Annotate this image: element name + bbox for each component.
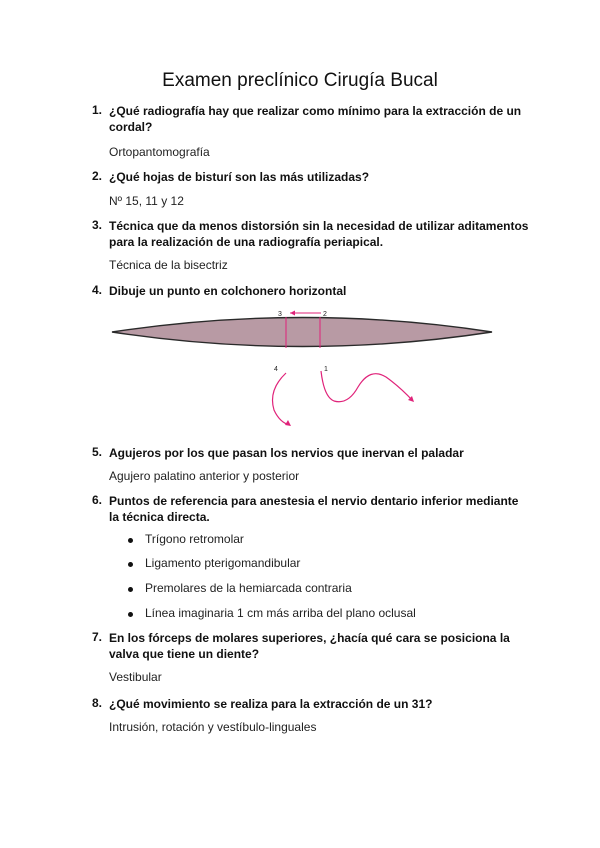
question-text: ¿Qué movimiento se realiza para la extracción de un 31? xyxy=(109,697,433,711)
arrow-2-to-3-head xyxy=(290,311,295,316)
question-text: Dibuje un punto en colchonero horizontal xyxy=(109,284,347,298)
question-text: Técnica que da menos distorsión sin la necesidad de utilizar aditamentos para la realización de una radiografía periapical. xyxy=(109,219,529,249)
question-number: 2. xyxy=(92,169,103,183)
question-number: 3. xyxy=(92,218,103,232)
label-4: 4 xyxy=(274,366,278,373)
question-text: Puntos de referencia para anestesia el nervio dentario inferior mediante la técnica directa. xyxy=(109,494,519,524)
label-3: 3 xyxy=(278,311,282,318)
page-title: Examen preclínico Cirugía Bucal xyxy=(162,70,438,91)
suture-diagram xyxy=(108,305,498,435)
answer-text: Nº 15, 11 y 12 xyxy=(109,194,184,208)
list-item: Premolares de la hemiarcada contraria xyxy=(145,581,352,595)
answer-text: Técnica de la bisectriz xyxy=(109,258,228,272)
answer-text: Intrusión, rotación y vestíbulo-linguales xyxy=(109,720,317,734)
arrow-4-curve xyxy=(273,373,291,425)
list-item: Línea imaginaria 1 cm más arriba del plano oclusal xyxy=(145,606,416,620)
bullet-dot xyxy=(128,538,133,543)
question-number: 7. xyxy=(92,630,103,644)
question-number: 5. xyxy=(92,445,103,459)
question-text: ¿Qué hojas de bisturí son las más utilizadas? xyxy=(109,170,370,184)
label-1: 1 xyxy=(324,366,328,373)
question-number: 1. xyxy=(92,103,103,117)
answer-text: Vestibular xyxy=(109,670,162,684)
arrow-1-curve xyxy=(321,371,413,402)
bullet-dot xyxy=(128,587,133,592)
question-number: 6. xyxy=(92,493,103,507)
question-text: En los fórceps de molares superiores, ¿hacía qué cara se posiciona la valva que tiene un diente? xyxy=(109,631,510,661)
question-text: ¿Qué radiografía hay que realizar como mínimo para la extracción de un cordal? xyxy=(109,104,522,134)
bullet-dot xyxy=(128,612,133,617)
list-item: Trígono retromolar xyxy=(145,532,244,546)
list-item: Ligamento pterigomandibular xyxy=(145,556,301,570)
answer-text: Ortopantomografía xyxy=(109,145,210,159)
question-number: 8. xyxy=(92,696,103,710)
answer-text: Agujero palatino anterior y posterior xyxy=(109,469,300,483)
label-2: 2 xyxy=(323,311,327,318)
question-number: 4. xyxy=(92,283,103,297)
question-text: Agujeros por los que pasan los nervios que inervan el paladar xyxy=(109,446,464,460)
bullet-dot xyxy=(128,562,133,567)
wound-lens-shape xyxy=(112,318,492,347)
